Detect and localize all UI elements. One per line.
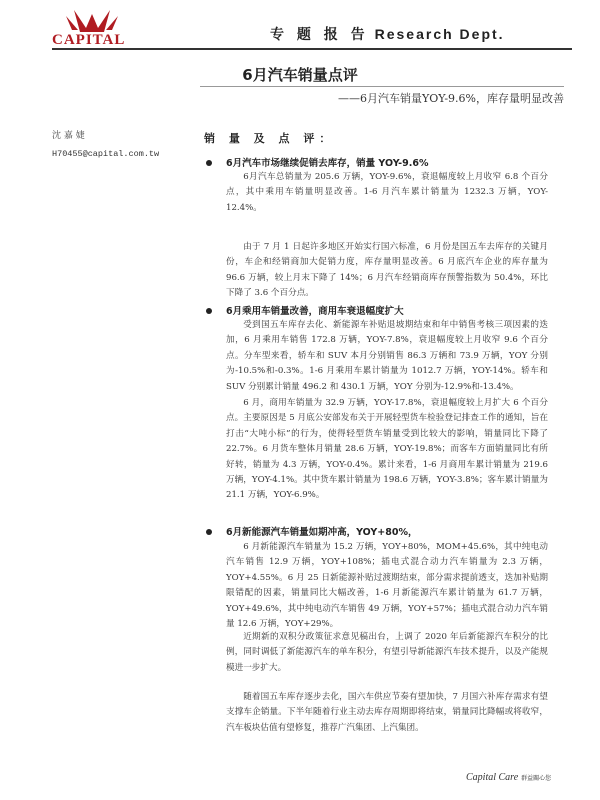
item-heading: 6月汽车市场继续促销去库存，销量 YOY-9.6% bbox=[226, 158, 429, 169]
item-heading: 6月乘用车销量改善，商用车衰退幅度扩大 bbox=[226, 306, 404, 317]
analyst-name: 沈 嘉 婕 bbox=[52, 131, 85, 141]
header-divider bbox=[52, 48, 572, 50]
title-divider bbox=[200, 86, 564, 87]
analyst-email: H70455@capital.com.tw bbox=[52, 149, 160, 159]
bullet-icon bbox=[206, 529, 212, 535]
page-title: 6月汽车销量点评 bbox=[242, 66, 358, 84]
paragraph: 6 月新能源汽车销量为 15.2 万辆，YOY+80%，MOM+45.6%，其中纯电动汽车销售 12.9 万辆，YOY+108%；插电式混合动力汽车销量为 2.3 万辆，YOY+4.55%。6 月 25 日新能源补贴过渡期结束，部分需求提前透支，迭加补贴期限错配的因素，销量同比大幅改善，1-6 月新能源汽车累计销量为 61.7 万辆，YOY+49.6%，其中纯电动汽车销售 49 万辆，YOY+57%；插电式混合动力汽车销量 12.6 万辆，YOY+29%。 bbox=[226, 542, 548, 630]
bullet-icon bbox=[206, 160, 212, 166]
section-title: 销 量 及 点 评： bbox=[204, 132, 336, 145]
footer-logo bbox=[466, 772, 551, 783]
paragraph: 6月汽车总销量为 205.6 万辆，YOY-9.6%，衰退幅度较上月收窄 6.8 个百分点，其中乘用车销量明显改善。1-6 月汽车累计销量为 1232.3 万辆，YOY-12.4%。 bbox=[226, 172, 548, 213]
paragraph: 6 月，商用车销量为 32.9 万辆，YOY-17.8%，衰退幅度较上月扩大 6 个百分点。主要原因是 5 月底公安部发布关于开展轻型货车检验登记排查工作的通知，旨在打击“大吨小标”的行为，使得轻型货车销量受到比较大的影响，销量同比下降了 22.7%。6 月货车整体月销量 28.6 万辆，YOY-19.8%；而客车方面销量同比有所好转，销量为 4.3 万辆，YOY-0.4%。累计来看，1-6 月商用车累计销量为 219.6 万辆，YOY-4.1%。其中货车累计销量为 198.6 万辆，YOY-3.8%；客车累计销量为 21.1 万辆，YOY-6.9%。 bbox=[226, 398, 548, 501]
item-heading: 6月新能源汽车销量如期冲高，YOY+80%， bbox=[226, 527, 418, 538]
paragraph: 近期新的双积分政策征求意见稿出台，上调了 2020 年后新能源汽车积分的比例，同时调低了新能源汽车的单车积分，有望引导新能源汽车技术提升，以及产能规模进一步扩大。 bbox=[226, 632, 548, 673]
report-type: 专 题 报 告 bbox=[270, 27, 369, 43]
report-type-label bbox=[270, 24, 505, 44]
footer-logo-text: Capital Care bbox=[466, 772, 519, 783]
research-dept-label: Research Dept. bbox=[374, 26, 505, 42]
footer-tagline: 群益關心您 bbox=[521, 776, 552, 782]
paragraph: 由于 7 月 1 日起许多地区开始实行国六标准，6 月份是国五车去库存的关键月份，车企和经销商加大促销力度，库存量明显改善。6 月底汽车企业的库存量为 96.6 万辆，较上月末下降了 14%；6 月汽车经销商库存预警指数为 50.4%，环比下降了 3.6 个百分点。 bbox=[226, 242, 548, 299]
logo-text: CAPITAL bbox=[52, 32, 126, 48]
bullet-icon bbox=[206, 308, 212, 314]
page-subtitle: ——6月汽车销量YOY-9.6%，库存量明显改善 bbox=[338, 92, 564, 105]
closing-paragraph: 随着国五车库存逐步去化，国六车供应节奏有望加快，7 月国六补库存需求有望支撑车企销量。下半年随着行业主动去库存周期即将结束，销量同比降幅或将收窄，汽车板块估值有望修复，推荐广汽集团、上汽集团。 bbox=[226, 692, 548, 733]
paragraph: 受到国五车库存去化、新能源车补贴退坡期结束和年中销售考核三项因素的迭加，6 月乘用车销售 172.8 万辆，YOY-7.8%，衰退幅度较上月收窄 9.6 个百分点。分车型来看，轿车和 SUV 本月分别销售 86.3 万辆和 73.9 万辆，YOY 分别为-10.5%和-0.3%。1-6 月乘用车累计销量为 1012.7 万辆，YOY-14%。轿车和 SUV 分别累计销量 496.2 和 430.1 万辆，YOY 分别为-12.9%和-13.4%。 bbox=[226, 320, 548, 392]
